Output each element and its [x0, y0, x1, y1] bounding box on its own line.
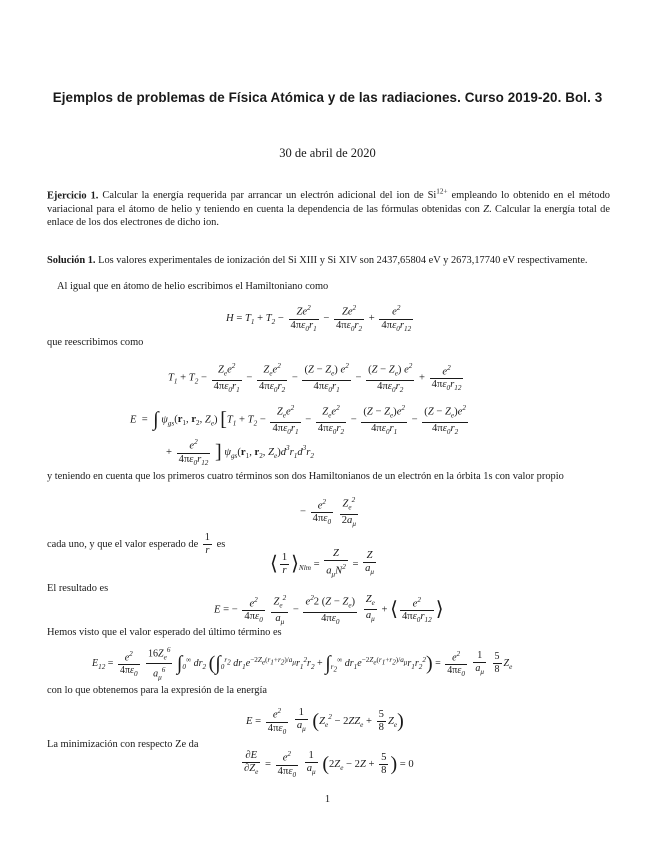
equation-expectation-r: ⟨ $\frac{1}{r}$ $⟩_{Nlm}$ = $\frac{Z}{a_\mu N^2}$ = $\frac{Z}{a_\mu}$ [270, 548, 374, 579]
page-date: 30 de abril de 2020 [279, 146, 376, 160]
solution-text-9: La minimización con respecto Ze da [47, 739, 199, 750]
fraction-one-over-r: $\frac{1}{r}$ [204, 532, 210, 556]
solution-text-8: con lo que obtenemos para la expresión de la energía [47, 685, 267, 696]
exercise-paragraph [47, 186, 610, 229]
solution-text-2: Al igual que en átomo de helio escribimos el Hamiltoniano como [57, 281, 329, 292]
equation-energy-integral-line2: + $\frac{e^2}{4\pi\varepsilon_0r_{12}}$ ] $\psi_{gs}(r_1$, $r_2$, $Z_e)d^3r_1d^3r_2$ [166, 438, 314, 467]
solution-text-1: Los valores experimentales de ionización del Si XIII y Si XIV son 2437,65804 eV y 2673,17740 eV respectivamente. [98, 255, 588, 266]
equation-e12: $E_{12}$ = $\frac{e^2}{4\pi\varepsilon_0}$ $\frac{16Z_e^6}{a_\mu^6}$ $\int_0^\infty$ $dr_2$ ($\int_0^{r_2}$ $dr_1e^{-2Z_e(r_1+r_2)/a_\mu}r_1^2r_2 + \int_{r_2}^\infty$ $dr_1e^{-2Z_e(r_1+r_2)/a_\mu}r_1r_2^2$) = $\frac{e^2}{4\pi\varepsilon_0}$ $\frac{1}{a_\mu}$ $\frac{5}{8}$ $Z_e$ [92, 646, 513, 682]
exercise-label: Ejercicio 1. [47, 190, 99, 202]
equation-result: E = − $\frac{e^2}{4\pi\varepsilon_0}$ $\frac{Z_e^2}{a_\mu}$ − $\frac{e^22 (Z - Z_e)}{4\pi\varepsilon_0}$ $\frac{Z_e}{a_\mu}$ + ⟨ $\frac{e^2}{4\pi\varepsilon_0r_{12}}$ ⟩ [214, 594, 444, 626]
solution-label: Solución 1. [47, 255, 96, 266]
equation-energy-integral-line1: E = ∫ $\psi_{gs}(r_1$, $r_2$, $Z_e$) [$T_1 + T_2$ − $\frac{Z_ee^2}{4\pi\varepsilon_0r_1}$ − $\frac{Z_ee^2}{4\pi\varepsilon_0r_2}$ − $\frac{(Z - Z_e)e^2}{4\pi\varepsilon_0r_1}$ − $\frac{(Z - Z_e)e^2}{4\pi\varepsilon_0r_2}$ [130, 404, 466, 436]
equation-minimization: $\frac{\partial E}{\partial Z_e}$ = $\frac{e^2}{4\pi\varepsilon_0}$ $\frac{1}{a_\mu}$ ($2Z_e - 2Z$ + $\frac{5}{8}$ ) = 0 [244, 750, 414, 779]
solution-text-5b: es [216, 538, 226, 550]
equation-energy: E = $\frac{e^2}{4\pi\varepsilon_0}$ $\frac{1}{a_\mu}$ ($Z_e^2 - 2ZZ_e$ + $\frac{5}{8}$ $Z_e$) [246, 707, 404, 736]
solution-text-6: El resultado es [47, 583, 109, 594]
equation-rewritten: $T_1 + T_2$ − $\frac{Z_ee^2}{4\pi\varepsilon_0r_1}$ − $\frac{Z_ee^2}{4\pi\varepsilon_0r_2}$ − $\frac{(Z - Z_e) e^2}{4\pi\varepsilon_0r_1}$ − $\frac{(Z - Z_e) e^2}{4\pi\varepsilon_0r_2}$ + $\frac{e^2}{4\pi\varepsilon_0r_{12}}$ [168, 362, 462, 394]
solution-text-5 [47, 532, 225, 557]
solution-paragraph [47, 254, 610, 267]
exercise-text: Calcular la energía requerida par arrancar un electrón adicional del ion de $Si^{12+}$ empleando lo obtenido en el método variacional para el átomo de helio y teniendo en cuenta la dependencia de las fórmulas obtenidas con Z. Calcular la energía total de enlace de los dos electrones de dicho ion. [47, 188, 610, 228]
solution-text-4: y teniendo en cuenta que los primeros cuatro términos son dos Hamiltonianos de un electrón en la órbita 1s con valor propio [47, 471, 564, 482]
equation-eigenvalue: − $\frac{e^2}{4\pi\varepsilon_0}$ $\frac{Z_e^2}{2a_\mu}$ [300, 496, 356, 528]
page-title: Ejemplos de problemas de Física Atómica y de las radiaciones. Curso 2019-20. Bol. 3 [52, 90, 603, 105]
equation-hamiltonian: $H = T_1 + T_2$ − $\frac{Ze^2}{4\pi\varepsilon_0r_1}$ − $\frac{Ze^2}{4\pi\varepsilon_0r_2}$ + $\frac{e^2}{4\pi\varepsilon_0r_{12}}$ [226, 304, 412, 333]
page-number: 1 [324, 794, 331, 805]
solution-text-7: Hemos visto que el valor esperado del último término es [47, 627, 282, 638]
solution-text-3: que reescribimos como [47, 337, 144, 348]
solution-text-5a: cada uno, y que el valor esperado de [47, 538, 199, 550]
